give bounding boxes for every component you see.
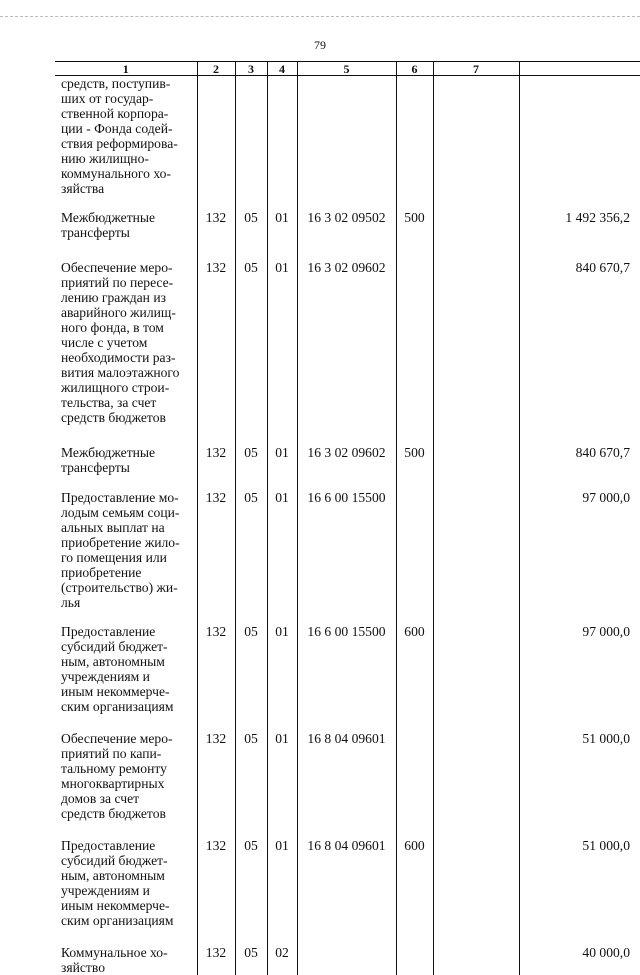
- column-7-cell: [433, 610, 519, 714]
- target-article-code: 16 8 04 09601: [297, 714, 396, 821]
- table-row: [55, 475, 640, 610]
- column-header: 7: [433, 62, 519, 76]
- expense-type-code: [396, 240, 433, 425]
- budget-table: [55, 61, 640, 975]
- chapter-code: 132: [197, 240, 235, 425]
- page-number: 79: [0, 38, 640, 53]
- table-header-row: [55, 62, 640, 76]
- column-header: [519, 62, 640, 76]
- table-row: [55, 425, 640, 475]
- column-header: 6: [396, 62, 433, 76]
- section-code: 05: [235, 475, 267, 610]
- row-description: Коммунальное хо- зяйство: [55, 928, 197, 975]
- column-header: 5: [297, 62, 396, 76]
- expense-type-code: 500: [396, 425, 433, 475]
- column-7-cell: [433, 240, 519, 425]
- section-code: 05: [235, 240, 267, 425]
- expense-type-code: [396, 76, 433, 197]
- subsection-code: [267, 76, 297, 197]
- table-body: [55, 76, 640, 975]
- column-7-cell: [433, 714, 519, 821]
- target-article-code: 16 3 02 09502: [297, 196, 396, 240]
- expense-type-code: [396, 928, 433, 975]
- section-code: [235, 76, 267, 197]
- section-code: 05: [235, 928, 267, 975]
- chapter-code: [197, 76, 235, 197]
- section-code: 05: [235, 196, 267, 240]
- chapter-code: 132: [197, 714, 235, 821]
- target-article-code: 16 6 00 15500: [297, 610, 396, 714]
- row-description: Межбюджетные трансферты: [55, 196, 197, 240]
- amount-cell: 40 000,0: [519, 928, 640, 975]
- chapter-code: 132: [197, 610, 235, 714]
- section-code: 05: [235, 425, 267, 475]
- amount-cell: 1 492 356,2: [519, 196, 640, 240]
- subsection-code: 01: [267, 610, 297, 714]
- chapter-code: 132: [197, 196, 235, 240]
- target-article-code: [297, 928, 396, 975]
- amount-cell: [519, 76, 640, 197]
- column-7-cell: [433, 475, 519, 610]
- scan-top-edge: [0, 16, 640, 17]
- chapter-code: 132: [197, 475, 235, 610]
- amount-cell: 97 000,0: [519, 475, 640, 610]
- row-description: Предоставление мо- лодым семьям соци- альных выплат на приобретение жило- го помещения или приобретение (строительство) жи- лья: [55, 475, 197, 610]
- target-article-code: 16 3 02 09602: [297, 425, 396, 475]
- row-description: Предоставление субсидий бюджет- ным, автономным учреждениям и иным некоммерче- ским организациям: [55, 821, 197, 928]
- target-article-code: 16 6 00 15500: [297, 475, 396, 610]
- table-row: [55, 196, 640, 240]
- row-description: Обеспечение меро- приятий по капи- тальному ремонту многоквартирных домов за счет средств бюджетов: [55, 714, 197, 821]
- column-7-cell: [433, 196, 519, 240]
- subsection-code: 01: [267, 714, 297, 821]
- expense-type-code: [396, 475, 433, 610]
- amount-cell: 51 000,0: [519, 821, 640, 928]
- column-header: 1: [55, 62, 197, 76]
- expense-type-code: 600: [396, 610, 433, 714]
- subsection-code: 01: [267, 425, 297, 475]
- column-7-cell: [433, 821, 519, 928]
- target-article-code: [297, 76, 396, 197]
- subsection-code: 02: [267, 928, 297, 975]
- chapter-code: 132: [197, 821, 235, 928]
- column-7-cell: [433, 928, 519, 975]
- subsection-code: 01: [267, 475, 297, 610]
- table-row: [55, 610, 640, 714]
- section-code: 05: [235, 821, 267, 928]
- column-header: 2: [197, 62, 235, 76]
- amount-cell: 840 670,7: [519, 425, 640, 475]
- row-description: Предоставление субсидий бюджет- ным, автономным учреждениям и иным некоммерче- ским организациям: [55, 610, 197, 714]
- amount-cell: 97 000,0: [519, 610, 640, 714]
- row-description: Межбюджетные трансферты: [55, 425, 197, 475]
- subsection-code: 01: [267, 821, 297, 928]
- table-row: [55, 240, 640, 425]
- target-article-code: 16 3 02 09602: [297, 240, 396, 425]
- expense-type-code: [396, 714, 433, 821]
- target-article-code: 16 8 04 09601: [297, 821, 396, 928]
- column-7-cell: [433, 425, 519, 475]
- column-header: 3: [235, 62, 267, 76]
- expense-type-code: 500: [396, 196, 433, 240]
- column-header: 4: [267, 62, 297, 76]
- chapter-code: 132: [197, 425, 235, 475]
- table-row: [55, 821, 640, 928]
- table-row: [55, 76, 640, 197]
- row-description: Обеспечение меро- приятий по пересе- лению граждан из аварийного жилищ- ного фонда, в том числе с учетом необходимости раз- вития малоэтажного жилищного строи- тельства, за счет средств бюджетов: [55, 240, 197, 425]
- chapter-code: 132: [197, 928, 235, 975]
- section-code: 05: [235, 610, 267, 714]
- amount-cell: 840 670,7: [519, 240, 640, 425]
- section-code: 05: [235, 714, 267, 821]
- subsection-code: 01: [267, 196, 297, 240]
- table-row: [55, 714, 640, 821]
- row-description: средств, поступив- ших от государ- ственной корпора- ции - Фонда содей- ствия реформирова- нию жилищно- коммунального хо- зяйства: [55, 76, 197, 197]
- expense-type-code: 600: [396, 821, 433, 928]
- amount-cell: 51 000,0: [519, 714, 640, 821]
- table-row: [55, 928, 640, 975]
- column-7-cell: [433, 76, 519, 197]
- subsection-code: 01: [267, 240, 297, 425]
